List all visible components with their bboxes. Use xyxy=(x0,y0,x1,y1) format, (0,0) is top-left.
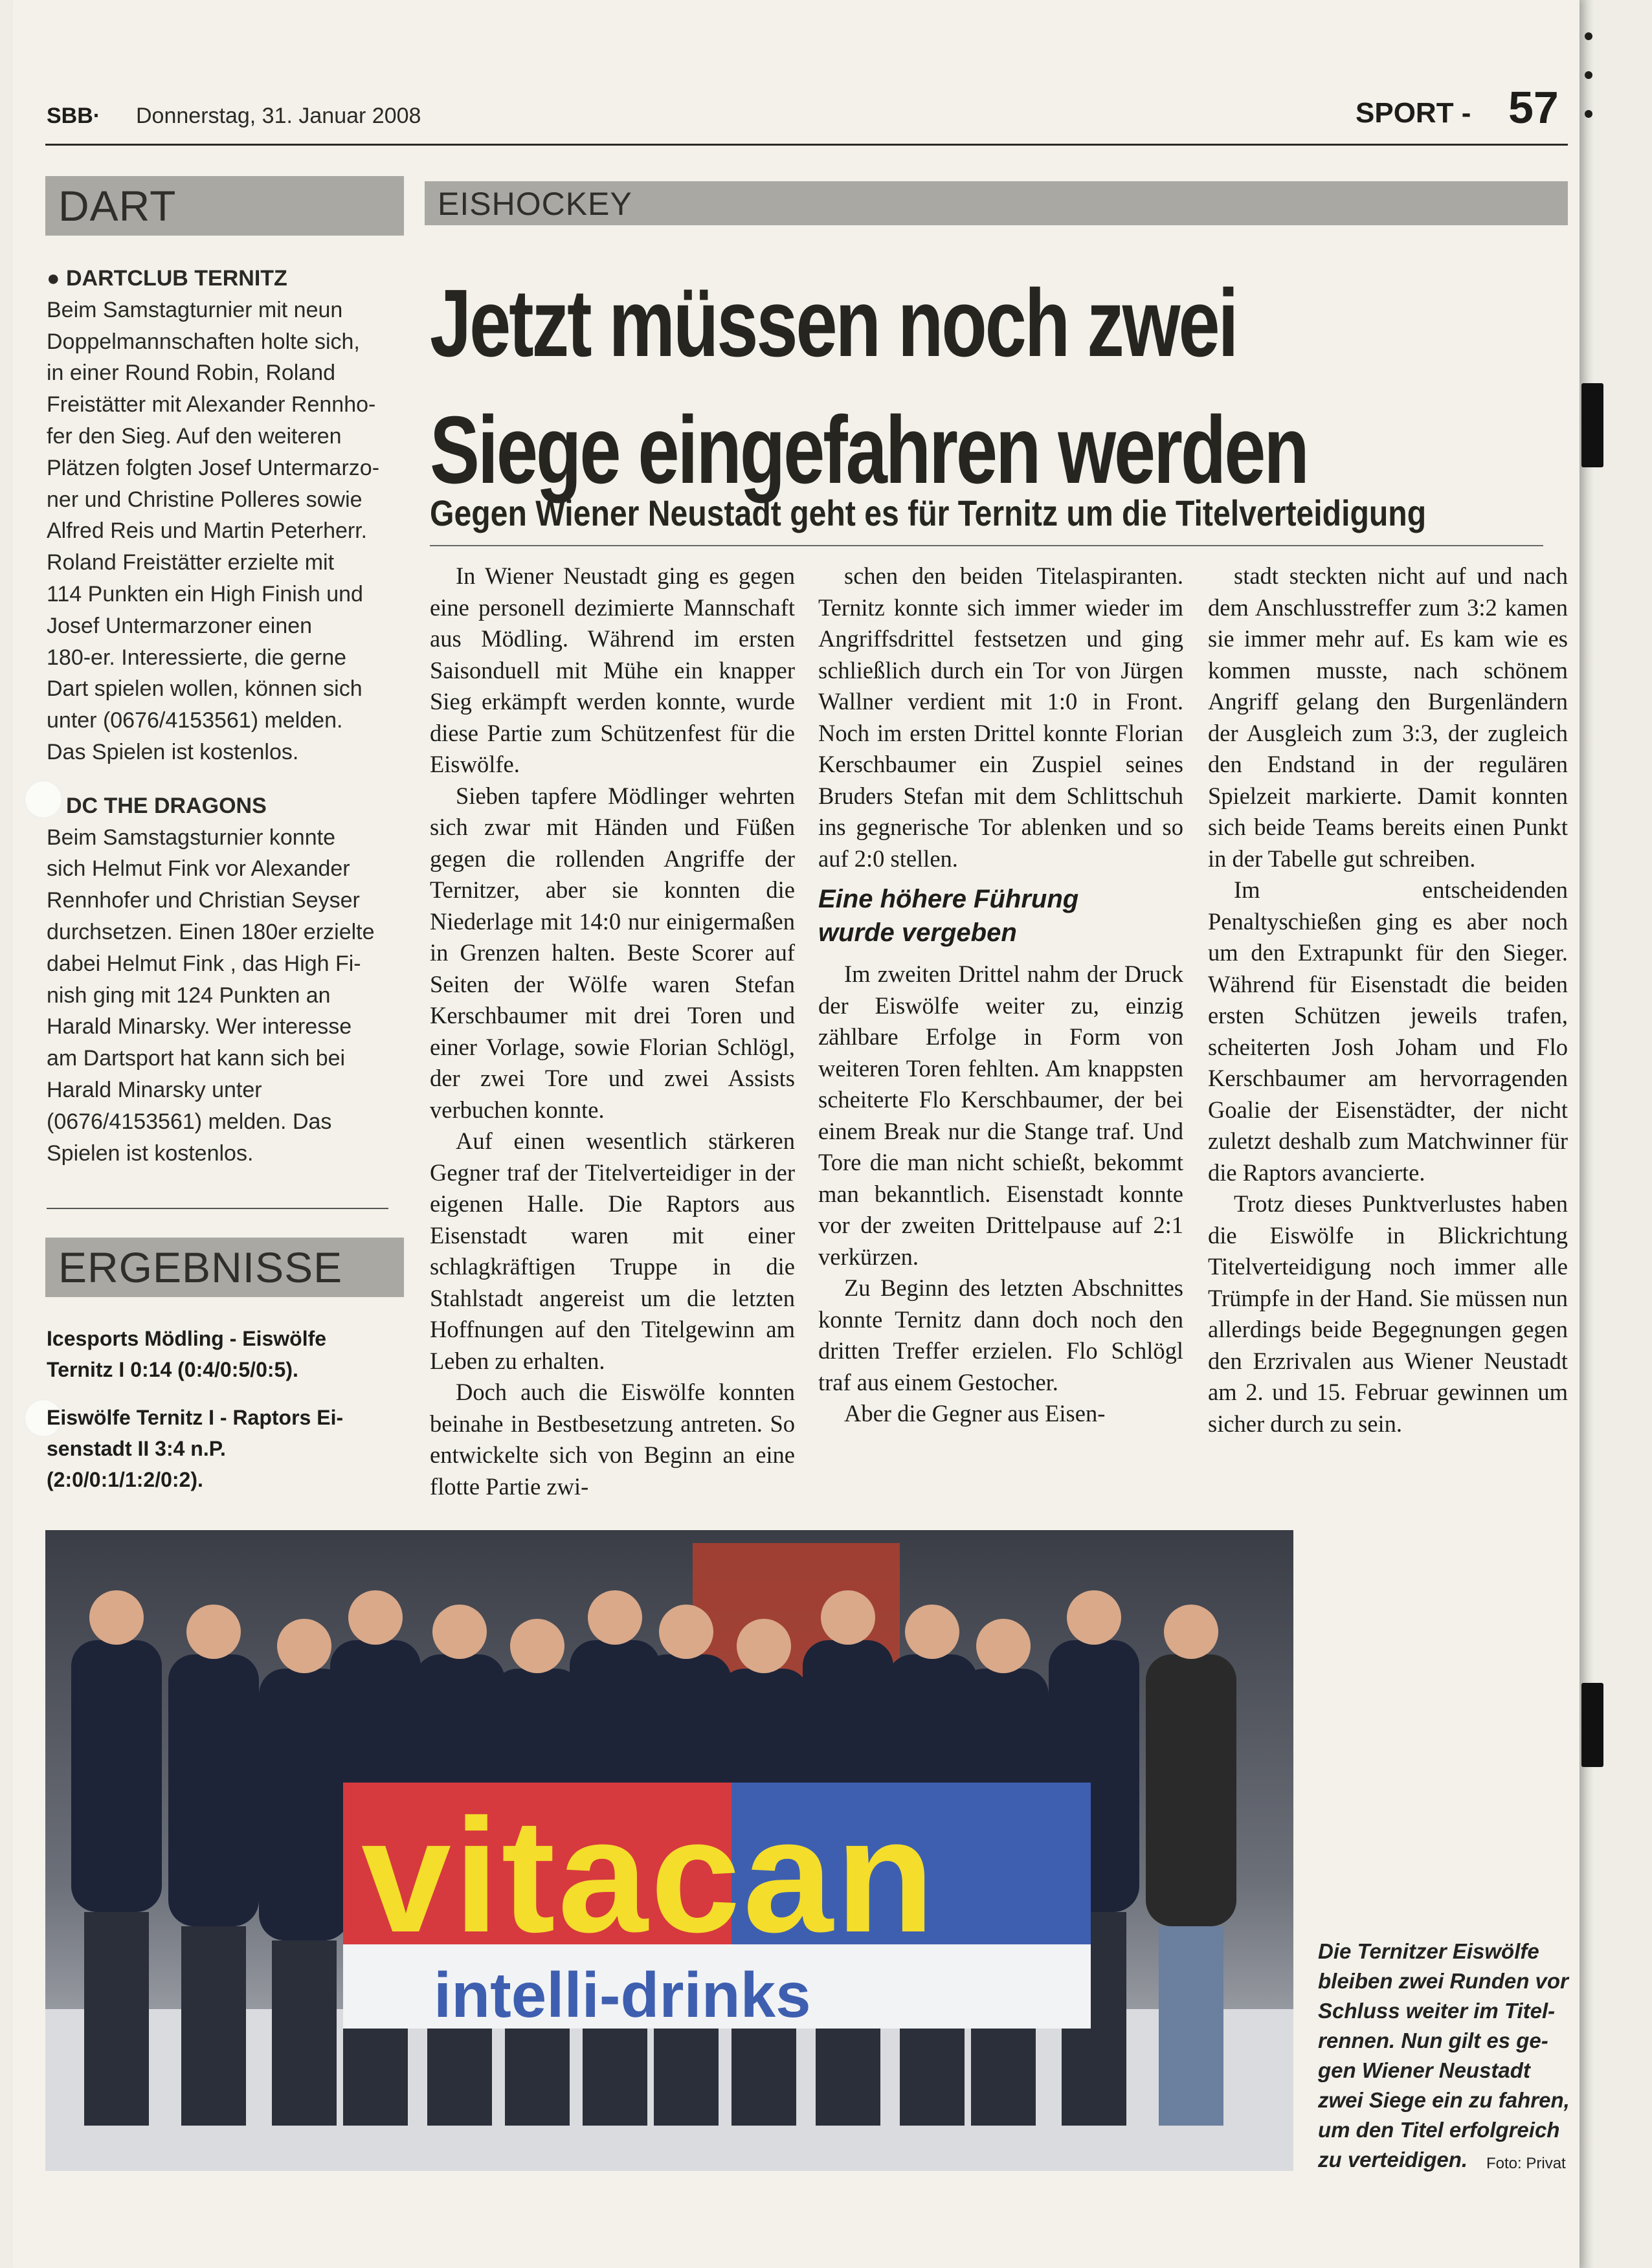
binder-tab xyxy=(1581,383,1603,467)
player-legs xyxy=(181,1926,246,2126)
player-head xyxy=(1067,1590,1121,1645)
headline: Jetzt müssen noch zwei Siege eingefahren werden xyxy=(430,270,1308,504)
text-line: Rennhofer und Christian Seyser xyxy=(47,888,360,913)
player-body xyxy=(168,1654,259,1926)
caption-line: zu verteidigen. xyxy=(1318,2148,1468,2172)
dart-club2-text xyxy=(47,822,409,1170)
article-paragraph: Aber die Gegner aus Eisen- xyxy=(844,1400,1106,1427)
dart-section-bar xyxy=(45,176,404,236)
subhead-rule xyxy=(430,545,1543,546)
sponsor-banner xyxy=(343,1783,1091,2030)
player-body xyxy=(1146,1654,1236,1926)
dart-section-title: DART xyxy=(58,182,177,230)
text-line: Freistätter mit Alexander Rennho- xyxy=(47,392,376,417)
issue-date: Donnerstag, 31. Januar 2008 xyxy=(136,104,421,128)
text-line: nish ging mit 124 Punkten an xyxy=(47,983,331,1008)
player-head xyxy=(510,1619,564,1673)
article-paragraph: Auf einen wesentlich stärkeren Gegner traf der Titelverteidiger in der eigenen Halle. Die Raptors aus Eisenstadt waren mit einer schlagkräftigen Truppe in die Stahlstadt angereist um die letzten Hoffnungen auf den Titelgewinn am Leben zu erhalten. xyxy=(430,1128,795,1374)
photo-credit: Foto: Privat xyxy=(1486,2155,1566,2172)
result-1 xyxy=(47,1323,409,1385)
margin-dot xyxy=(1585,32,1592,40)
player-head xyxy=(186,1605,241,1659)
text-line: Spielen ist kostenlos. xyxy=(47,1140,254,1166)
text-line: Beim Samstagturnier mit neun xyxy=(47,297,343,322)
text-line: Harald Minarsky unter xyxy=(47,1077,262,1102)
text-line: fer den Sieg. Auf den weiteren xyxy=(47,423,342,449)
text-line: unter (0676/4153561) melden. xyxy=(47,708,343,733)
dart-club1-title: ● DARTCLUB TERNITZ xyxy=(47,266,287,291)
article-column-2 xyxy=(818,561,1183,1430)
article-paragraph: Zu Beginn des letzten Abschnittes konnte Ternitz dann doch noch den dritten Treffer erzielen. Flo Schlögl traf aus einem Gestocher. xyxy=(818,1274,1183,1395)
caption-line: rennen. Nun gilt es ge- xyxy=(1318,2029,1548,2052)
text-line: ner und Christine Polleres sowie xyxy=(47,487,363,512)
player-head xyxy=(821,1590,875,1645)
caption-line: Die Ternitzer Eiswölfe xyxy=(1318,1939,1539,1963)
column-rule xyxy=(47,1208,388,1209)
player-body xyxy=(71,1640,162,1912)
text-line: Plätzen folgten Josef Untermarzo- xyxy=(47,455,380,480)
caption-line: zwei Siege ein zu fahren, xyxy=(1318,2088,1570,2112)
player-head xyxy=(89,1590,144,1645)
result-line: (2:0/0:1/1:2/0:2). xyxy=(47,1468,203,1491)
eishockey-section-bar xyxy=(425,181,1568,225)
text-line: Josef Untermarzoner einen xyxy=(47,613,313,638)
text-line: Alfred Reis und Martin Peterherr. xyxy=(47,518,368,544)
article-paragraph: stadt steckten nicht auf und nach dem Anschlusstreffer zum 3:2 kamen sie immer mehr auf. Es kam wie es kommen musste, nach schönem Angriff gelang den Burgenländern der Ausgleich zum 3:3, der zugleich den Endstand in der regulären Spielzeit markierte. Damit konnten sich beide Teams bereits einen Punkt in der Tabelle gut schreiben. xyxy=(1208,562,1568,872)
margin-dot xyxy=(1585,71,1592,79)
player-legs xyxy=(1159,1926,1223,2126)
article-paragraph: Im zweiten Drittel nahm der Druck der Eiswölfe weiter zu, einzig zählbare Erfolge in Form von weiteren Toren fehlten. Am knappsten scheiterte Flo Kerschbaumer, der bei einem Break nur die Stange traf. Und Tore die man nicht schießt, bekommt man bekanntlich. Eisenstadt konnte vor der zweiten Drittelpause auf 2:1 verkürzen. xyxy=(818,961,1183,1270)
article-column-1 xyxy=(430,561,795,1502)
result-line: Icesports Mödling - Eiswölfe xyxy=(47,1327,327,1350)
text-line: sich Helmut Fink vor Alexander xyxy=(47,856,350,882)
text-line: am Dartsport hat kann sich bei xyxy=(47,1046,346,1071)
text-line: (0676/4153561) melden. Das xyxy=(47,1109,332,1134)
result-line: Ternitz I 0:14 (0:4/0:5/0:5). xyxy=(47,1358,298,1381)
article-paragraph: Sieben tapfere Mödlinger wehrten sich zwar mit Händen und Füßen gegen die rollenden Angriffe der Ternitzer, aber sie konnten die Niederlage mit 14:0 nur einigermaßen in Grenzen halten. Beste Scorer auf Seiten der Wölfe waren Stefan Kerschbaumer mit drei Toren und einer Vorlage, sowie Florian Schlögl, der zwei Tore und zwei Assists verbuchen konnte. xyxy=(430,782,795,1123)
text-line: Beim Samstagsturnier konnte xyxy=(47,825,335,850)
text-line: 180-er. Interessierte, die gerne xyxy=(47,645,347,670)
team-photo xyxy=(45,1530,1293,2171)
player-head xyxy=(348,1590,403,1645)
text-line: durchsetzen. Einen 180er erzielte xyxy=(47,919,375,944)
page-edge-shadow xyxy=(1579,0,1594,2268)
result-line: Eiswölfe Ternitz I - Raptors Ei- xyxy=(47,1406,344,1429)
team-photo-illustration xyxy=(45,1530,1293,2171)
caption-line: bleiben zwei Runden vor xyxy=(1318,1969,1568,1993)
section-label: SPORT - xyxy=(1356,97,1471,129)
header-rule xyxy=(45,144,1568,146)
page-number: 57 xyxy=(1508,82,1559,133)
player-head xyxy=(976,1619,1031,1673)
binder-tab xyxy=(1581,1683,1603,1767)
player-head xyxy=(737,1619,791,1673)
text-line: dabei Helmut Fink , das High Fi- xyxy=(47,951,361,976)
dart-club2-title: DC THE DRAGONS xyxy=(66,793,267,818)
article-column-2a xyxy=(818,561,1183,874)
caption-line: um den Titel erfolgreich xyxy=(1318,2118,1560,2142)
text-line: 114 Punkten ein High Finish und xyxy=(47,581,363,606)
results-section-title: ERGEBNISSE xyxy=(58,1243,343,1291)
caption-line: Schluss weiter im Titel- xyxy=(1318,1999,1556,2023)
player-head xyxy=(432,1605,487,1659)
article-column-3 xyxy=(1208,561,1568,1440)
result-2 xyxy=(47,1402,409,1495)
player-head xyxy=(1164,1605,1218,1659)
article-paragraph: schen den beiden Titelaspiranten. Ternitz konnte sich immer wieder im Angriffsdrittel festsetzen und ging schließlich durch ein Tor von Jürgen Wallner verdient mit 1:0 in Front. Noch im ersten Drittel konnte Florian Kerschbaumer ein Zuspiel seines Bruders Stefan mit dem Schlittschuh ins gegnerische Tor ablenken und so auf 2:0 stellen. xyxy=(818,562,1183,872)
banner-word: vitacan xyxy=(361,1785,937,1966)
text-line: Dart spielen wollen, können sich xyxy=(47,676,363,702)
result-line: senstadt II 3:4 n.P. xyxy=(47,1437,226,1460)
results-section-bar xyxy=(45,1238,404,1297)
player-head xyxy=(905,1605,959,1659)
player-legs xyxy=(84,1912,149,2126)
subheadline: Gegen Wiener Neustadt geht es für Ternitz um die Titelverteidigung xyxy=(430,493,1427,533)
player-head xyxy=(277,1619,331,1673)
article-paragraph: Trotz dieses Punktverlustes haben die Eiswölfe in Blickrichtung Titelverteidigung noch immer alle Trümpfe in der Hand. Sie müssen nun allerdings beide Begegnungen gegen den Erzrivalen aus Wiener Neustadt am 2. und 15. Februar gewinnen um sicher durch zu sein. xyxy=(1208,1190,1568,1437)
interheadline: Eine höhere Führung wurde vergeben xyxy=(818,885,1079,947)
article-column-2b xyxy=(818,959,1183,1430)
text-line: Das Spielen ist kostenlos. xyxy=(47,739,299,764)
banner-sub: intelli-drinks xyxy=(434,1959,811,2030)
photo-caption xyxy=(1318,1937,1577,2175)
dart-club1-text xyxy=(47,295,409,768)
text-line: Doppelmannschaften holte sich, xyxy=(47,329,360,354)
article-paragraph: Doch auch die Eiswölfe konnten beinahe in Bestbesetzung antreten. So entwickelte sich von Beginn an eine flotte Partie zwi- xyxy=(430,1379,795,1500)
caption-line: gen Wiener Neustadt xyxy=(1318,2058,1530,2082)
dart-column xyxy=(47,263,409,1169)
results-list xyxy=(47,1323,409,1495)
eishockey-section-title: EISHOCKEY xyxy=(438,186,632,222)
player-legs xyxy=(272,1940,337,2126)
paper-abbrev: SBB· xyxy=(47,104,101,128)
player-head xyxy=(588,1590,642,1645)
text-line: Harald Minarsky. Wer interesse xyxy=(47,1014,352,1040)
article-paragraph: Im entscheidenden Penaltyschießen ging es aber noch um den Extrapunkt für den Sieger. Während für Eisenstadt die beiden ersten Schützen jeweils trafen, scheiterten Josh Joham und Flo Kerschbaumer am hervorragenden Goalie der Eisenstädter, der nicht zuletzt deshalb zum Matchwinner für die Raptors avancierte. xyxy=(1208,876,1568,1186)
margin-dot xyxy=(1585,110,1592,118)
player-head xyxy=(659,1605,713,1659)
text-line: in einer Round Robin, Roland xyxy=(47,361,336,386)
article-paragraph: In Wiener Neustadt ging es gegen eine personell dezimierte Mannschaft aus Mödling. Während im ersten Saisonduell mit Mühe ein knapper Sieg erkämpft werden konnte, wurde diese Partie zum Schützenfest für die Eiswölfe. xyxy=(430,562,795,777)
text-line: Roland Freistätter erzielte mit xyxy=(47,550,335,575)
